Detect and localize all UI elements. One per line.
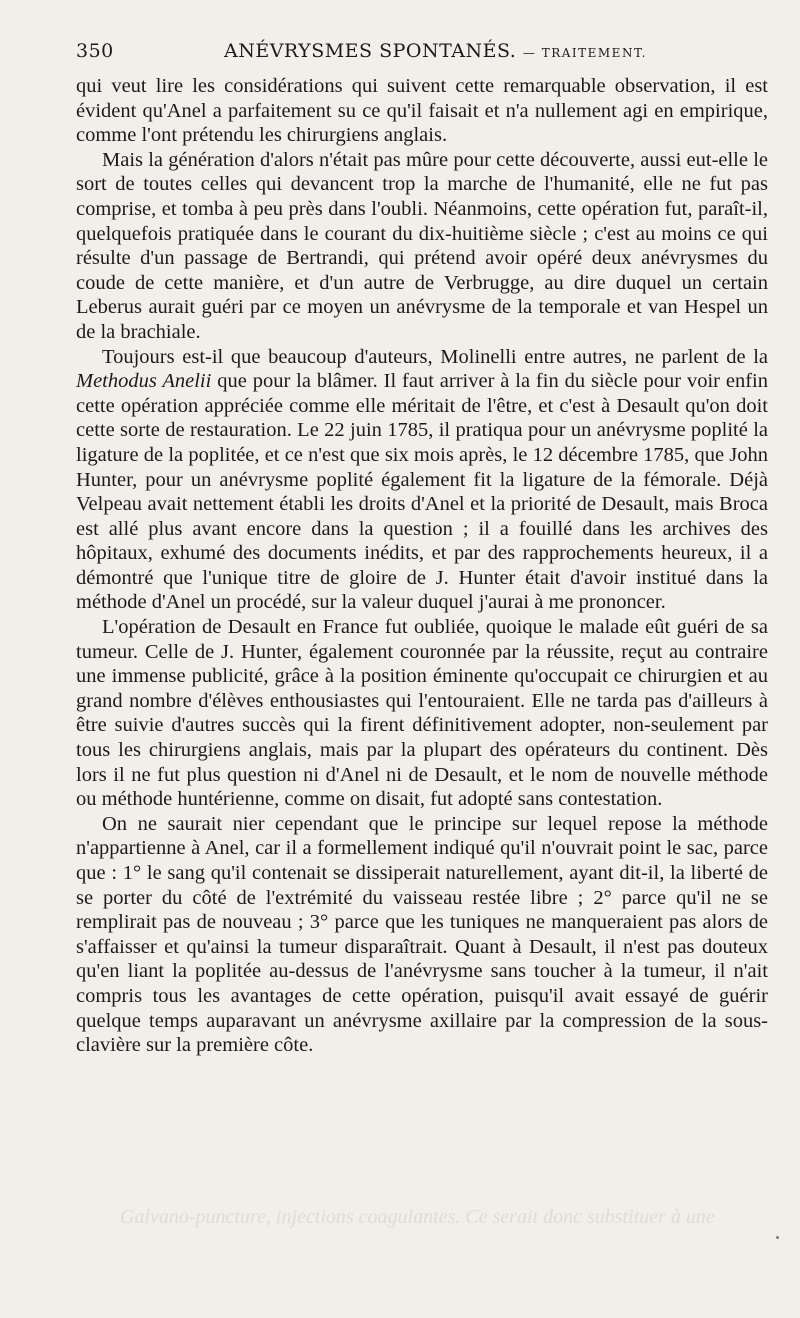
paragraph-3: Toujours est-il que beaucoup d'auteurs, Molinelli entre autres, ne parlent de la Methodus Anelii que pour la blâmer. Il faut arriver à la fin du siècle pour voir enfin cette opération appréciée comme elle méritait de l'être, et c'est à Desault qu'on doit cette sorte de restauration. Le 22 juin 1785, il pratiqua pour un anévrysme poplité la ligature de la poplitée, et ce n'est que six mois après, le 12 décembre 1785, que John Hunter, pour un anévrysme poplité également fit la ligature de la fémorale. Déjà Velpeau avait nettement établi les droits d'Anel et la priorité de Desault, mais Broca est allé plus avant encore dans la question ; il a fouillé dans les archives des hôpitaux, exhumé des documents inédits, et par des rapprochements heureux, il a démontré que l'unique titre de gloire de J. Hunter était d'avoir institué dans la méthode d'Anel un procédé, sur la valeur duquel j'aurai à me prononcer.	[76, 345, 769, 614]
show-through-text: Galvano-puncture, injections coagulantes. Ce serait donc substituer à une	[120, 1206, 715, 1228]
paragraph-1: qui veut lire les considérations qui suivent cette remarquable observation, il est évident qu'Anel a parfaitement su ce qu'il faisait et n'a nullement agi en empirique, comme l'ont prétendu les chirurgiens anglais.	[76, 75, 768, 147]
section-title: — TRAITEMENT.	[522, 46, 647, 60]
body-text	[76, 74, 768, 1058]
paragraph-5: On ne saurait nier cependant que le principe sur lequel repose la méthode n'appartienne à Anel, car il a formellement indiqué qu'il n'ouvrait point le sac, parce que : 1° le sang qu'il contenait se dissiperait naturellement, ayant dit-il, la liberté de se porter du côté de l'extrémité du vaisseau restée libre ; 2° parce qu'il ne se remplirait pas de nouveau ; 3° parce que les tuniques ne manqueraient pas alors de s'affaisser et qu'ainsi la tumeur disparaîtrait. Quant à Desault, il n'est pas douteux qu'en liant la poplitée au-dessus de l'anévrysme sans toucher à la tumeur, il n'ait compris tous les avantages de cette opération, puisqu'il avait essayé de guérir quelque temps auparavant un anévrysme axillaire par la compression de la sous-clavière sur la première côte.	[76, 812, 768, 1057]
paragraph-4: L'opération de Desault en France fut oubliée, quoique le malade eût guéri de sa tumeur. Celle de J. Hunter, également couronnée par la réussite, reçut au contraire une immense publicité, grâce à la position éminente qu'occupait ce chirurgien et au grand nombre d'élèves enthousiastes qui l'entouraient. Elle ne tarda pas d'ailleurs à être suivie d'autres succès qui la firent définitivement adopter, non-seulement par tous les chirurgiens anglais, mais par la plupart des opérateurs du continent. Dès lors il ne fut plus question ni d'Anel ni de Desault, et le nom de nouvelle méthode ou méthode huntérienne, comme on disait, fut adopté sans contestation.	[76, 616, 768, 811]
running-title	[224, 40, 647, 62]
running-header	[76, 40, 768, 74]
page-number: 350	[76, 40, 114, 62]
ink-speck	[776, 1236, 779, 1239]
paragraph-2: Mais la génération d'alors n'était pas mûre pour cette découverte, aussi eut-elle le sort de toutes celles qui devancent trop la marche de l'humanité, elle ne fut pas comprise, et tomba à peu près dans l'oubli. Néanmoins, cette opération fut, paraît-il, quelquefois pratiquée dans le courant du dix-huitième siècle ; c'est au moins ce qui résulte d'un passage de Bertrandi, qui prétend avoir opéré deux anévrysmes du coude de cette manière, et d'un autre de Verbrugge, au dire duquel un certain Leberus aurait guéri par ce moyen un anévrysme de la temporale et van Hespel un de la brachiale.	[76, 148, 768, 343]
latin-term: Methodus Anelii	[76, 370, 212, 393]
chapter-title: ANÉVRYSMES SPONTANÉS.	[224, 40, 517, 62]
